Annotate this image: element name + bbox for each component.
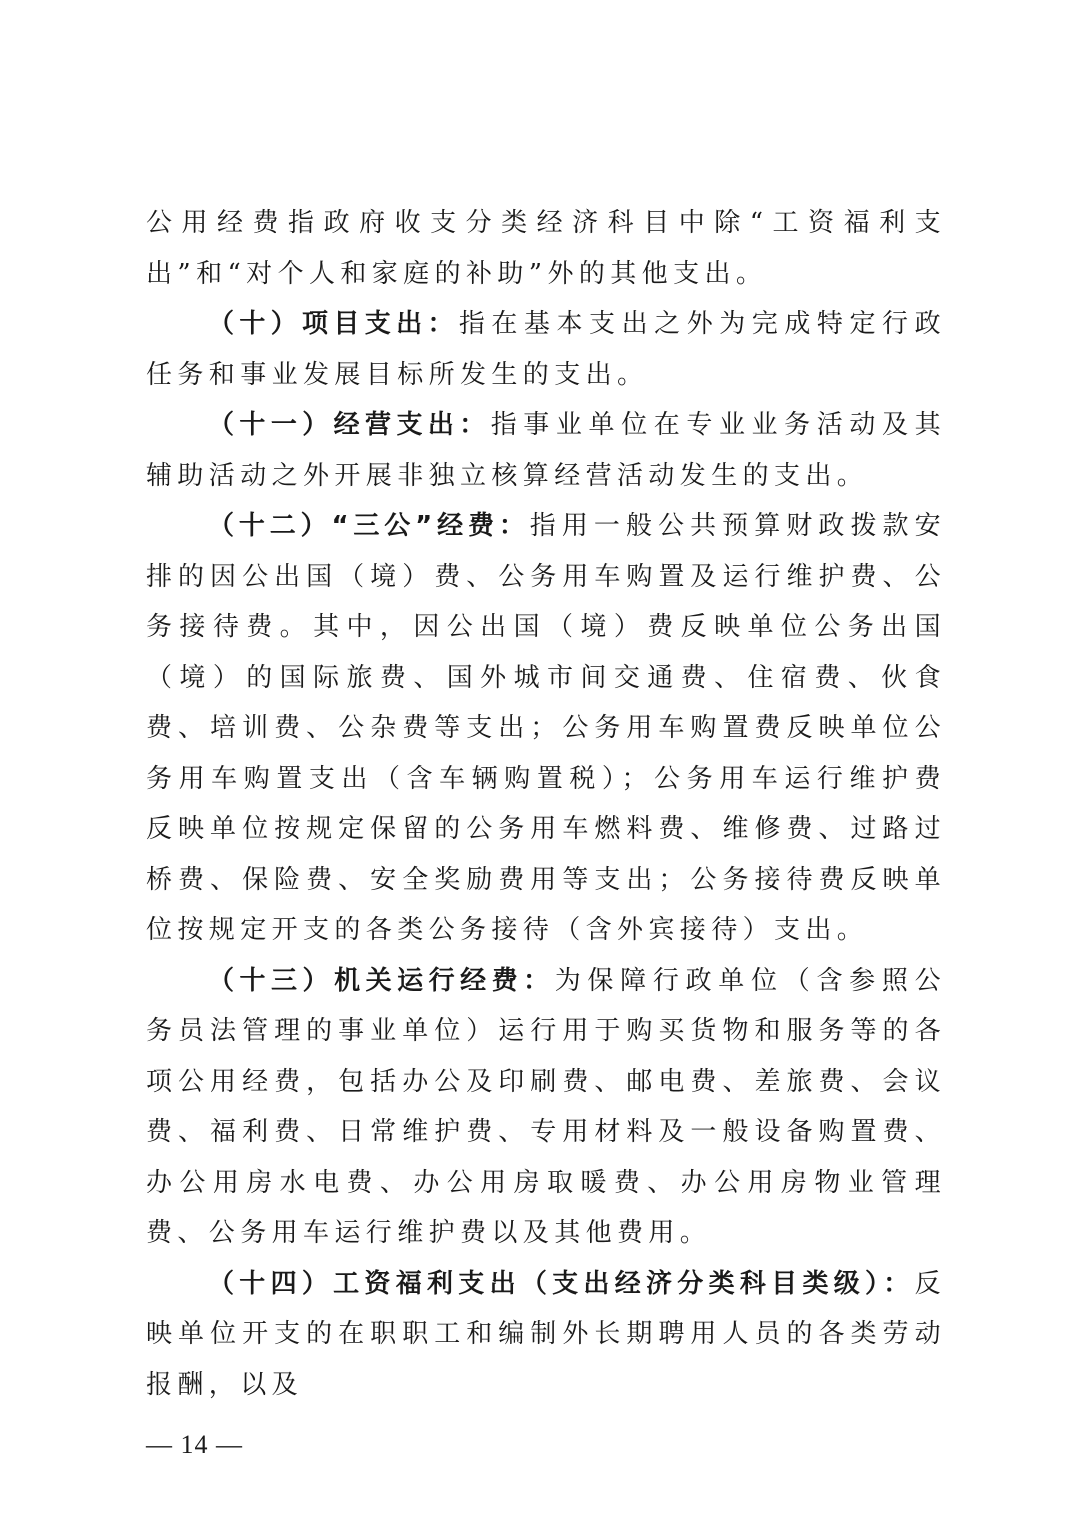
page-number: — 14 —	[146, 1430, 243, 1459]
paragraph-heading: （十）项目支出：	[208, 309, 459, 339]
document-body	[146, 198, 946, 1410]
paragraph-public-expenses-continued	[146, 198, 946, 299]
paragraph-agency-operating-funds	[146, 956, 946, 1259]
paragraph-text: 指事业单位在专业业务活动及其辅助活动之外开展非独立核算经营活动发生的支出。	[146, 410, 946, 491]
paragraph-text: 为保障行政单位（含参照公务员法管理的事业单位）运行用于购买货物和服务等的各项公用经费，包括办公及印刷费、邮电费、差旅费、会议费、福利费、日常维护费、专用材料及一般设备购置费、办公用房水电费、办公用房取暖费、办公用房物业管理费、公务用车运行维护费以及其他费用。	[146, 965, 946, 1248]
paragraph-three-public-expenses	[146, 501, 946, 956]
paragraph-text: 指在基本支出之外为完成特定行政任务和事业发展目标所发生的支出。	[146, 309, 946, 390]
paragraph-text: 反映单位开支的在职职工和编制外长期聘用人员的各类劳动报酬，以及	[146, 1268, 946, 1400]
paragraph-heading: （十二）“三公”经费：	[208, 511, 530, 541]
paragraph-wages-welfare	[146, 1259, 946, 1411]
paragraph-text: 公用经费指政府收支分类经济科目中除“工资福利支出”和“对个人和家庭的补助”外的其他支出。	[146, 208, 946, 289]
paragraph-project-expenditure	[146, 299, 946, 400]
paragraph-text: 指用一般公共预算财政拨款安排的因公出国（境）费、公务用车购置及运行维护费、公务接待费。其中，因公出国（境）费反映单位公务出国（境）的国际旅费、国外城市间交通费、住宿费、伙食费、培训费、公杂费等支出；公务用车购置费反映单位公务用车购置支出（含车辆购置税）；公务用车运行维护费反映单位按规定保留的公务用车燃料费、维修费、过路过桥费、保险费、安全奖励费用等支出；公务接待费反映单位按规定开支的各类公务接待（含外宾接待）支出。	[146, 511, 946, 945]
paragraph-heading: （十一）经营支出：	[208, 410, 491, 440]
paragraph-heading: （十三）机关运行经费：	[208, 965, 555, 996]
paragraph-heading: （十四）工资福利支出（支出经济分类科目类级）：	[208, 1268, 915, 1299]
paragraph-operating-expenditure	[146, 400, 946, 501]
